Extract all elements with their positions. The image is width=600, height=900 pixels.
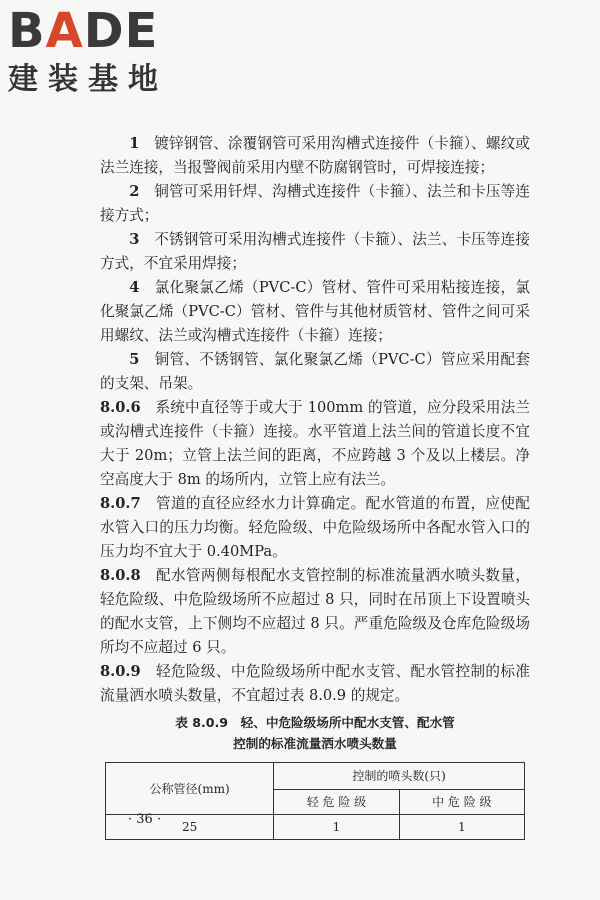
item-text: 不锈钢管可采用沟槽式连接件（卡箍）、法兰、卡压等连接方式，不宜采用焊接； xyxy=(100,231,530,272)
section-text: 配水管两侧每根配水支管控制的标准流量洒水喷头数量，轻危险级、中危险级场所不应超过 8 只，同时在吊顶上下设置喷头的配水支管，上下侧均不应超过 8 只。严重危险级及仓库危险级场所均不应超过 6 只。 xyxy=(100,567,530,656)
item-number: 1 xyxy=(129,135,140,152)
header-medium-hazard: 中 危 险 级 xyxy=(399,790,524,815)
logo-letter-a: A xyxy=(45,3,84,59)
item-text: 铜管可采用钎焊、沟槽式连接件（卡箍）、法兰和卡压等连接方式； xyxy=(100,183,530,224)
spray-head-table xyxy=(105,762,525,840)
section-number: 8.0.9 xyxy=(100,663,141,680)
list-item xyxy=(100,132,530,180)
logo-subtitle: 建装基地 xyxy=(8,62,168,97)
table-caption xyxy=(100,712,530,754)
table-caption-line1: 表 8.0.9 轻、中危险级场所中配水支管、配水管 xyxy=(175,715,455,730)
header-nominal-diameter: 公称管径(mm) xyxy=(106,763,274,815)
logo-letters-b: B xyxy=(8,3,46,59)
section-number: 8.0.8 xyxy=(100,567,141,584)
item-text: 铜管、不锈钢管、氯化聚氯乙烯（PVC-C）管应采用配套的支架、吊架。 xyxy=(100,351,530,392)
table-caption-line2: 控制的标准流量洒水喷头数量 xyxy=(233,736,397,751)
item-number: 3 xyxy=(129,231,140,248)
list-item xyxy=(100,276,530,348)
item-number: 2 xyxy=(129,183,140,200)
cell-diameter: 25 xyxy=(106,815,274,840)
section-text: 管道的直径应经水力计算确定。配水管道的布置，应使配水管入口的压力均衡。轻危险级、中危险级场所中各配水管入口的压力均不宜大于 0.40MPa。 xyxy=(100,495,530,560)
header-controlled-heads: 控制的喷头数(只) xyxy=(274,763,525,790)
cell-light: 1 xyxy=(274,815,399,840)
section-paragraph xyxy=(100,396,530,492)
section-paragraph xyxy=(100,564,530,660)
header-light-hazard: 轻 危 险 级 xyxy=(274,790,399,815)
page-number: · 36 · xyxy=(128,812,162,827)
section-paragraph xyxy=(100,492,530,564)
table-header-row xyxy=(106,763,525,790)
logo-wordmark xyxy=(8,3,178,59)
section-text: 轻危险级、中危险级场所中配水支管、配水管控制的标准流量洒水喷头数量，不宜超过表 8.0.9 的规定。 xyxy=(100,663,530,704)
section-number: 8.0.6 xyxy=(100,399,141,416)
item-number: 4 xyxy=(129,279,140,296)
table-row xyxy=(106,815,525,840)
section-paragraph xyxy=(100,660,530,708)
cell-medium: 1 xyxy=(399,815,524,840)
section-text: 系统中直径等于或大于 100mm 的管道，应分段采用法兰或沟槽式连接件（卡箍）连接。水平管道上法兰间的管道长度不宜大于 20m；立管上法兰间的距离，不应跨越 3 个及以上楼层。净空高度大于 8m 的场所内，立管上应有法兰。 xyxy=(100,399,530,488)
list-item xyxy=(100,228,530,276)
list-item xyxy=(100,348,530,396)
item-text: 镀锌钢管、涂覆钢管可采用沟槽式连接件（卡箍）、螺纹或法兰连接，当报警阀前采用内壁不防腐钢管时，可焊接连接； xyxy=(100,135,530,176)
document-body xyxy=(100,132,530,840)
logo-letters-de: DE xyxy=(83,3,159,59)
brand-logo xyxy=(8,3,178,98)
item-number: 5 xyxy=(129,351,140,368)
list-item xyxy=(100,180,530,228)
section-number: 8.0.7 xyxy=(100,495,141,512)
item-text: 氯化聚氯乙烯（PVC-C）管材、管件可采用粘接连接，氯化聚氯乙烯（PVC-C）管材、管件与其他材质管材、管件之间可采用螺纹、法兰或沟槽式连接件（卡箍）连接； xyxy=(100,279,530,344)
